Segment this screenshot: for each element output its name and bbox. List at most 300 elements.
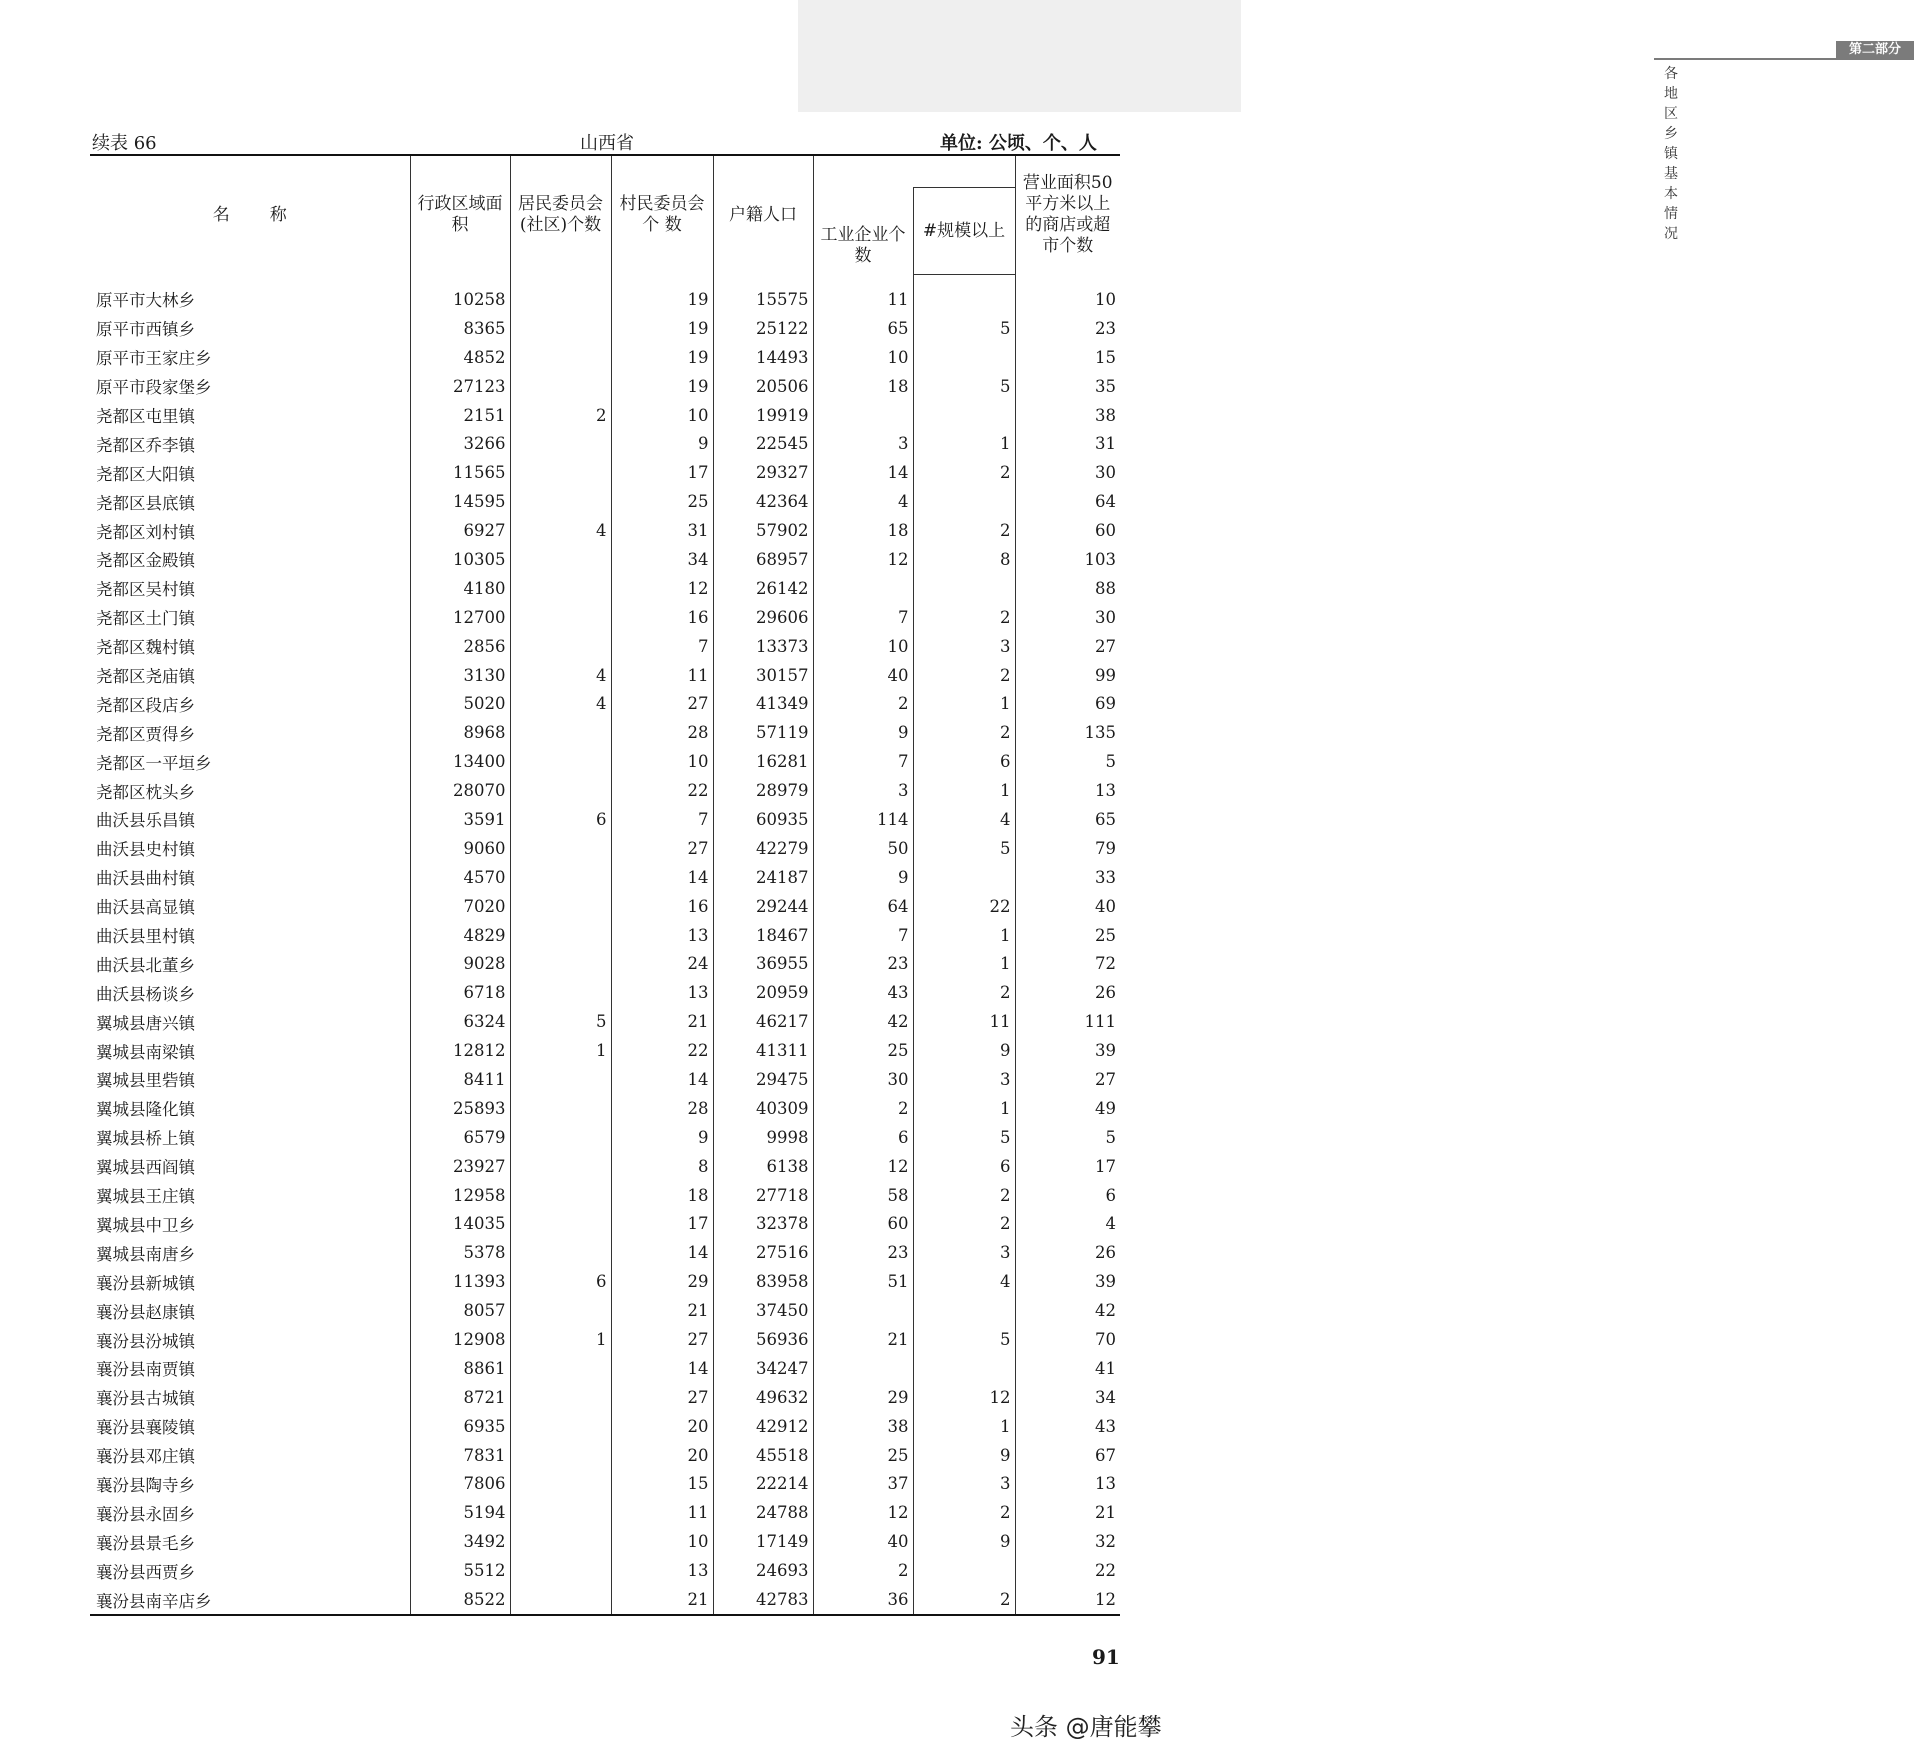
cell-villages: 11 (611, 661, 713, 690)
table-row (90, 1441, 1120, 1470)
cell-shops: 64 (1015, 487, 1120, 516)
cell-name: 翼城县西阎镇 (96, 1158, 195, 1178)
cell-area: 4180 (410, 574, 510, 603)
cell-industry (813, 401, 913, 430)
table-row (90, 401, 1120, 430)
cell-above-scale: 1 (913, 921, 1015, 950)
column-header-name: 名称 (212, 204, 327, 225)
cell-shops: 79 (1015, 834, 1120, 863)
cell-residents (510, 1527, 611, 1556)
cell-industry (813, 574, 913, 603)
cell-industry: 25 (813, 1036, 913, 1065)
cell-villages: 20 (611, 1441, 713, 1470)
cell-area: 5512 (410, 1556, 510, 1585)
cell-residents (510, 632, 611, 661)
table-row (90, 545, 1120, 574)
cell-population: 15575 (713, 275, 813, 314)
cell-population: 24693 (713, 1556, 813, 1585)
cell-area: 12908 (410, 1325, 510, 1354)
cell-residents (510, 921, 611, 950)
column-header-industry: 工业企业个 数 (813, 155, 913, 275)
cell-area: 8721 (410, 1383, 510, 1412)
cell-population: 45518 (713, 1441, 813, 1470)
cell-population: 16281 (713, 747, 813, 776)
cell-industry: 10 (813, 632, 913, 661)
cell-population: 19919 (713, 401, 813, 430)
cell-shops: 6 (1015, 1181, 1120, 1210)
cell-population: 40309 (713, 1094, 813, 1123)
cell-name: 襄汾县景毛乡 (96, 1533, 195, 1553)
cell-name: 尧都区县底镇 (96, 493, 195, 513)
cell-villages: 27 (611, 1383, 713, 1412)
cell-above-scale: 1 (913, 1094, 1015, 1123)
cell-industry: 3 (813, 776, 913, 805)
cell-villages: 19 (611, 343, 713, 372)
table-row (90, 516, 1120, 545)
section-divider (1654, 58, 1914, 60)
cell-above-scale (913, 1354, 1015, 1383)
cell-shops: 5 (1015, 1123, 1120, 1152)
cell-name: 尧都区枕头乡 (96, 782, 195, 802)
cell-above-scale: 2 (913, 516, 1015, 545)
column-header-shops: 营业面积50平方米以上的商店或超市个数 (1015, 155, 1120, 275)
cell-population: 60935 (713, 805, 813, 834)
cell-shops: 40 (1015, 892, 1120, 921)
table-row (90, 1267, 1120, 1296)
cell-residents: 6 (510, 805, 611, 834)
cell-area: 6935 (410, 1412, 510, 1441)
cell-population: 49632 (713, 1383, 813, 1412)
cell-population: 24788 (713, 1498, 813, 1527)
cell-population: 41349 (713, 689, 813, 718)
cell-residents: 5 (510, 1007, 611, 1036)
cell-shops: 30 (1015, 458, 1120, 487)
table-row (90, 718, 1120, 747)
cell-name: 曲沃县曲村镇 (96, 869, 195, 889)
cell-above-scale (913, 401, 1015, 430)
cell-area: 11393 (410, 1267, 510, 1296)
cell-name: 襄汾县陶寺乡 (96, 1475, 195, 1495)
cell-industry: 9 (813, 718, 913, 747)
table-row (90, 978, 1120, 1007)
cell-industry: 64 (813, 892, 913, 921)
cell-industry: 51 (813, 1267, 913, 1296)
cell-residents: 4 (510, 661, 611, 690)
cell-residents (510, 776, 611, 805)
table-row (90, 458, 1120, 487)
cell-villages: 20 (611, 1412, 713, 1441)
cell-villages: 9 (611, 1123, 713, 1152)
cell-shops: 31 (1015, 429, 1120, 458)
cell-name: 襄汾县南贾镇 (96, 1360, 195, 1380)
cell-name: 尧都区一平垣乡 (96, 753, 212, 773)
cell-villages: 13 (611, 921, 713, 950)
cell-name: 曲沃县里村镇 (96, 927, 195, 947)
cell-area: 12958 (410, 1181, 510, 1210)
cell-villages: 17 (611, 1210, 713, 1239)
cell-residents (510, 1412, 611, 1441)
cell-villages: 7 (611, 632, 713, 661)
cell-area: 8861 (410, 1354, 510, 1383)
cell-shops: 65 (1015, 805, 1120, 834)
cell-shops: 42 (1015, 1296, 1120, 1325)
cell-population: 56936 (713, 1325, 813, 1354)
cell-industry: 58 (813, 1181, 913, 1210)
cell-residents (510, 978, 611, 1007)
cell-residents (510, 1238, 611, 1267)
cell-industry: 25 (813, 1441, 913, 1470)
cell-industry: 43 (813, 978, 913, 1007)
cell-shops: 33 (1015, 863, 1120, 892)
cell-population: 29244 (713, 892, 813, 921)
cell-residents (510, 429, 611, 458)
column-header-above-scale: #规模以上 (913, 188, 1015, 275)
cell-residents (510, 1441, 611, 1470)
table-row (90, 1036, 1120, 1065)
cell-industry: 11 (813, 275, 913, 314)
cell-industry: 40 (813, 661, 913, 690)
cell-name: 襄汾县赵康镇 (96, 1302, 195, 1322)
table-row (90, 1498, 1120, 1527)
cell-population: 57119 (713, 718, 813, 747)
cell-name: 襄汾县襄陵镇 (96, 1418, 195, 1438)
cell-area: 8968 (410, 718, 510, 747)
cell-population: 37450 (713, 1296, 813, 1325)
cell-residents (510, 1556, 611, 1585)
cell-above-scale: 3 (913, 632, 1015, 661)
cell-industry: 42 (813, 1007, 913, 1036)
cell-shops: 17 (1015, 1152, 1120, 1181)
cell-villages: 14 (611, 1354, 713, 1383)
cell-area: 6579 (410, 1123, 510, 1152)
cell-name: 襄汾县永固乡 (96, 1504, 195, 1524)
table-row (90, 1181, 1120, 1210)
cell-industry: 40 (813, 1527, 913, 1556)
cell-population: 57902 (713, 516, 813, 545)
cell-area: 23927 (410, 1152, 510, 1181)
cell-residents (510, 834, 611, 863)
cell-shops: 43 (1015, 1412, 1120, 1441)
cell-area: 6718 (410, 978, 510, 1007)
cell-residents (510, 603, 611, 632)
table-row (90, 1325, 1120, 1354)
cell-name: 尧都区尧庙镇 (96, 667, 195, 687)
cell-residents (510, 1354, 611, 1383)
cell-residents: 2 (510, 401, 611, 430)
cell-residents: 1 (510, 1036, 611, 1065)
cell-villages: 16 (611, 603, 713, 632)
cell-shops: 23 (1015, 314, 1120, 343)
cell-name: 翼城县桥上镇 (96, 1129, 195, 1149)
cell-area: 5194 (410, 1498, 510, 1527)
cell-name: 尧都区段店乡 (96, 695, 195, 715)
cell-villages: 34 (611, 545, 713, 574)
table-row (90, 1585, 1120, 1615)
table-row (90, 1094, 1120, 1123)
unit-label: 单位: 公顷、个、人 (940, 133, 1097, 154)
cell-residents (510, 747, 611, 776)
cell-above-scale: 5 (913, 834, 1015, 863)
cell-population: 22214 (713, 1470, 813, 1499)
cell-residents (510, 275, 611, 314)
cell-population: 42912 (713, 1412, 813, 1441)
table-row (90, 1123, 1120, 1152)
cell-shops: 27 (1015, 1065, 1120, 1094)
cell-population: 41311 (713, 1036, 813, 1065)
table-row (90, 1412, 1120, 1441)
cell-population: 14493 (713, 343, 813, 372)
table-row (90, 1383, 1120, 1412)
cell-villages: 27 (611, 1325, 713, 1354)
cell-shops: 22 (1015, 1556, 1120, 1585)
cell-population: 68957 (713, 545, 813, 574)
column-header-area: 行政区域面 积 (410, 155, 510, 275)
cell-residents (510, 892, 611, 921)
cell-residents: 1 (510, 1325, 611, 1354)
cell-area: 3591 (410, 805, 510, 834)
cell-name: 曲沃县杨谈乡 (96, 984, 195, 1004)
cell-name: 原平市段家堡乡 (96, 378, 212, 398)
cell-shops: 10 (1015, 275, 1120, 314)
cell-name: 曲沃县史村镇 (96, 840, 195, 860)
cell-area: 14595 (410, 487, 510, 516)
cell-villages: 28 (611, 718, 713, 747)
table-row (90, 343, 1120, 372)
cell-shops: 15 (1015, 343, 1120, 372)
cell-above-scale: 1 (913, 429, 1015, 458)
cell-industry: 9 (813, 863, 913, 892)
cell-above-scale: 3 (913, 1470, 1015, 1499)
table-body (90, 275, 1120, 1615)
cell-industry: 29 (813, 1383, 913, 1412)
cell-residents: 4 (510, 689, 611, 718)
cell-industry: 4 (813, 487, 913, 516)
cell-name: 曲沃县北董乡 (96, 955, 195, 975)
cell-population: 13373 (713, 632, 813, 661)
cell-above-scale: 5 (913, 314, 1015, 343)
cell-villages: 11 (611, 1498, 713, 1527)
table-row (90, 487, 1120, 516)
table-row (90, 632, 1120, 661)
cell-shops: 88 (1015, 574, 1120, 603)
cell-above-scale: 2 (913, 978, 1015, 1007)
cell-industry: 18 (813, 516, 913, 545)
cell-area: 12700 (410, 603, 510, 632)
cell-above-scale: 4 (913, 1267, 1015, 1296)
cell-villages: 27 (611, 834, 713, 863)
cell-residents (510, 545, 611, 574)
cell-name: 尧都区屯里镇 (96, 407, 195, 426)
section-subtitle: 各地区乡镇基本情况 (1664, 66, 1678, 242)
cell-area: 28070 (410, 776, 510, 805)
cell-population: 22545 (713, 429, 813, 458)
cell-name: 尧都区贾得乡 (96, 724, 195, 744)
cell-above-scale (913, 1296, 1015, 1325)
cell-industry: 65 (813, 314, 913, 343)
table-row (90, 1296, 1120, 1325)
cell-above-scale: 9 (913, 1441, 1015, 1470)
cell-villages: 7 (611, 805, 713, 834)
cell-name: 尧都区吴村镇 (96, 580, 195, 600)
cell-residents (510, 863, 611, 892)
table-row (90, 892, 1120, 921)
cell-population: 30157 (713, 661, 813, 690)
cell-area: 8522 (410, 1585, 510, 1615)
cell-above-scale: 5 (913, 372, 1015, 401)
cell-above-scale (913, 1556, 1015, 1585)
cell-population: 27718 (713, 1181, 813, 1210)
cell-above-scale: 6 (913, 1152, 1015, 1181)
cell-name: 襄汾县西贾乡 (96, 1562, 195, 1582)
cell-villages: 9 (611, 429, 713, 458)
cell-villages: 13 (611, 1556, 713, 1585)
cell-population: 42364 (713, 487, 813, 516)
table-row (90, 1152, 1120, 1181)
cell-above-scale (913, 574, 1015, 603)
cell-area: 10258 (410, 275, 510, 314)
cell-shops: 67 (1015, 1441, 1120, 1470)
cell-name: 翼城县南梁镇 (96, 1042, 195, 1062)
cell-above-scale: 2 (913, 458, 1015, 487)
table-row (90, 863, 1120, 892)
cell-villages: 29 (611, 1267, 713, 1296)
cell-villages: 12 (611, 574, 713, 603)
cell-shops: 60 (1015, 516, 1120, 545)
table-row (90, 372, 1120, 401)
cell-industry: 6 (813, 1123, 913, 1152)
cell-name: 翼城县南唐乡 (96, 1244, 195, 1264)
cell-above-scale: 3 (913, 1065, 1015, 1094)
table-row (90, 574, 1120, 603)
cell-area: 12812 (410, 1036, 510, 1065)
cell-above-scale: 1 (913, 1412, 1015, 1441)
cell-industry: 36 (813, 1585, 913, 1615)
cell-area: 13400 (410, 747, 510, 776)
cell-shops: 41 (1015, 1354, 1120, 1383)
cell-population: 27516 (713, 1238, 813, 1267)
cell-above-scale: 1 (913, 689, 1015, 718)
table-row (90, 1007, 1120, 1036)
table-row (90, 275, 1120, 314)
cell-industry: 18 (813, 372, 913, 401)
cell-residents (510, 1470, 611, 1499)
cell-shops: 12 (1015, 1585, 1120, 1615)
cell-name: 翼城县唐兴镇 (96, 1013, 195, 1033)
cell-industry: 14 (813, 458, 913, 487)
cell-above-scale: 11 (913, 1007, 1015, 1036)
cell-villages: 21 (611, 1007, 713, 1036)
column-header-residents: 居民委员会(社区)个数 (510, 155, 611, 275)
cell-population: 34247 (713, 1354, 813, 1383)
cell-shops: 21 (1015, 1498, 1120, 1527)
province-title: 山西省 (580, 133, 634, 154)
cell-shops: 38 (1015, 401, 1120, 430)
cell-area: 25893 (410, 1094, 510, 1123)
cell-shops: 69 (1015, 689, 1120, 718)
cell-name: 翼城县隆化镇 (96, 1100, 195, 1120)
cell-shops: 70 (1015, 1325, 1120, 1354)
cell-above-scale: 2 (913, 1210, 1015, 1239)
cell-residents (510, 1123, 611, 1152)
cell-residents (510, 718, 611, 747)
cell-industry (813, 1296, 913, 1325)
table-row (90, 747, 1120, 776)
cell-industry: 50 (813, 834, 913, 863)
cell-name: 曲沃县乐昌镇 (96, 811, 195, 831)
cell-population: 29327 (713, 458, 813, 487)
cell-area: 3266 (410, 429, 510, 458)
cell-residents (510, 458, 611, 487)
cell-industry: 7 (813, 747, 913, 776)
cell-area: 7831 (410, 1441, 510, 1470)
cell-villages: 24 (611, 949, 713, 978)
cell-shops: 26 (1015, 1238, 1120, 1267)
cell-villages: 13 (611, 978, 713, 1007)
cell-industry: 2 (813, 689, 913, 718)
cell-name: 原平市西镇乡 (96, 320, 195, 340)
cell-residents (510, 1152, 611, 1181)
table-row (90, 603, 1120, 632)
table-row (90, 834, 1120, 863)
table-row (90, 805, 1120, 834)
cell-shops: 39 (1015, 1036, 1120, 1065)
column-header-villages: 村民委员会个 数 (611, 155, 713, 275)
cell-residents (510, 1094, 611, 1123)
cell-name: 翼城县王庄镇 (96, 1187, 195, 1207)
cell-residents (510, 1065, 611, 1094)
table-row (90, 1470, 1120, 1499)
cell-residents (510, 1585, 611, 1615)
cell-shops: 135 (1015, 718, 1120, 747)
cell-area: 14035 (410, 1210, 510, 1239)
table-row (90, 1065, 1120, 1094)
cell-industry: 7 (813, 603, 913, 632)
cell-residents (510, 1383, 611, 1412)
cell-area: 7020 (410, 892, 510, 921)
cell-industry: 12 (813, 1152, 913, 1181)
cell-area: 6324 (410, 1007, 510, 1036)
cell-shops: 27 (1015, 632, 1120, 661)
cell-above-scale: 3 (913, 1238, 1015, 1267)
cell-villages: 17 (611, 458, 713, 487)
cell-shops: 72 (1015, 949, 1120, 978)
cell-industry: 3 (813, 429, 913, 458)
cell-name: 翼城县里砦镇 (96, 1071, 195, 1091)
cell-area: 4852 (410, 343, 510, 372)
cell-area: 4829 (410, 921, 510, 950)
cell-above-scale: 5 (913, 1325, 1015, 1354)
cell-shops: 34 (1015, 1383, 1120, 1412)
cell-villages: 19 (611, 372, 713, 401)
cell-population: 42279 (713, 834, 813, 863)
cell-name: 原平市大林乡 (96, 291, 195, 311)
cell-shops: 5 (1015, 747, 1120, 776)
cell-population: 36955 (713, 949, 813, 978)
cell-population: 20506 (713, 372, 813, 401)
cell-villages: 16 (611, 892, 713, 921)
cell-above-scale: 12 (913, 1383, 1015, 1412)
table-header (90, 155, 1120, 275)
table-row (90, 314, 1120, 343)
cell-shops: 99 (1015, 661, 1120, 690)
table-row (90, 776, 1120, 805)
cell-area: 2856 (410, 632, 510, 661)
cell-above-scale: 9 (913, 1036, 1015, 1065)
cell-population: 46217 (713, 1007, 813, 1036)
cell-villages: 14 (611, 1238, 713, 1267)
table-row (90, 689, 1120, 718)
cell-population: 24187 (713, 863, 813, 892)
